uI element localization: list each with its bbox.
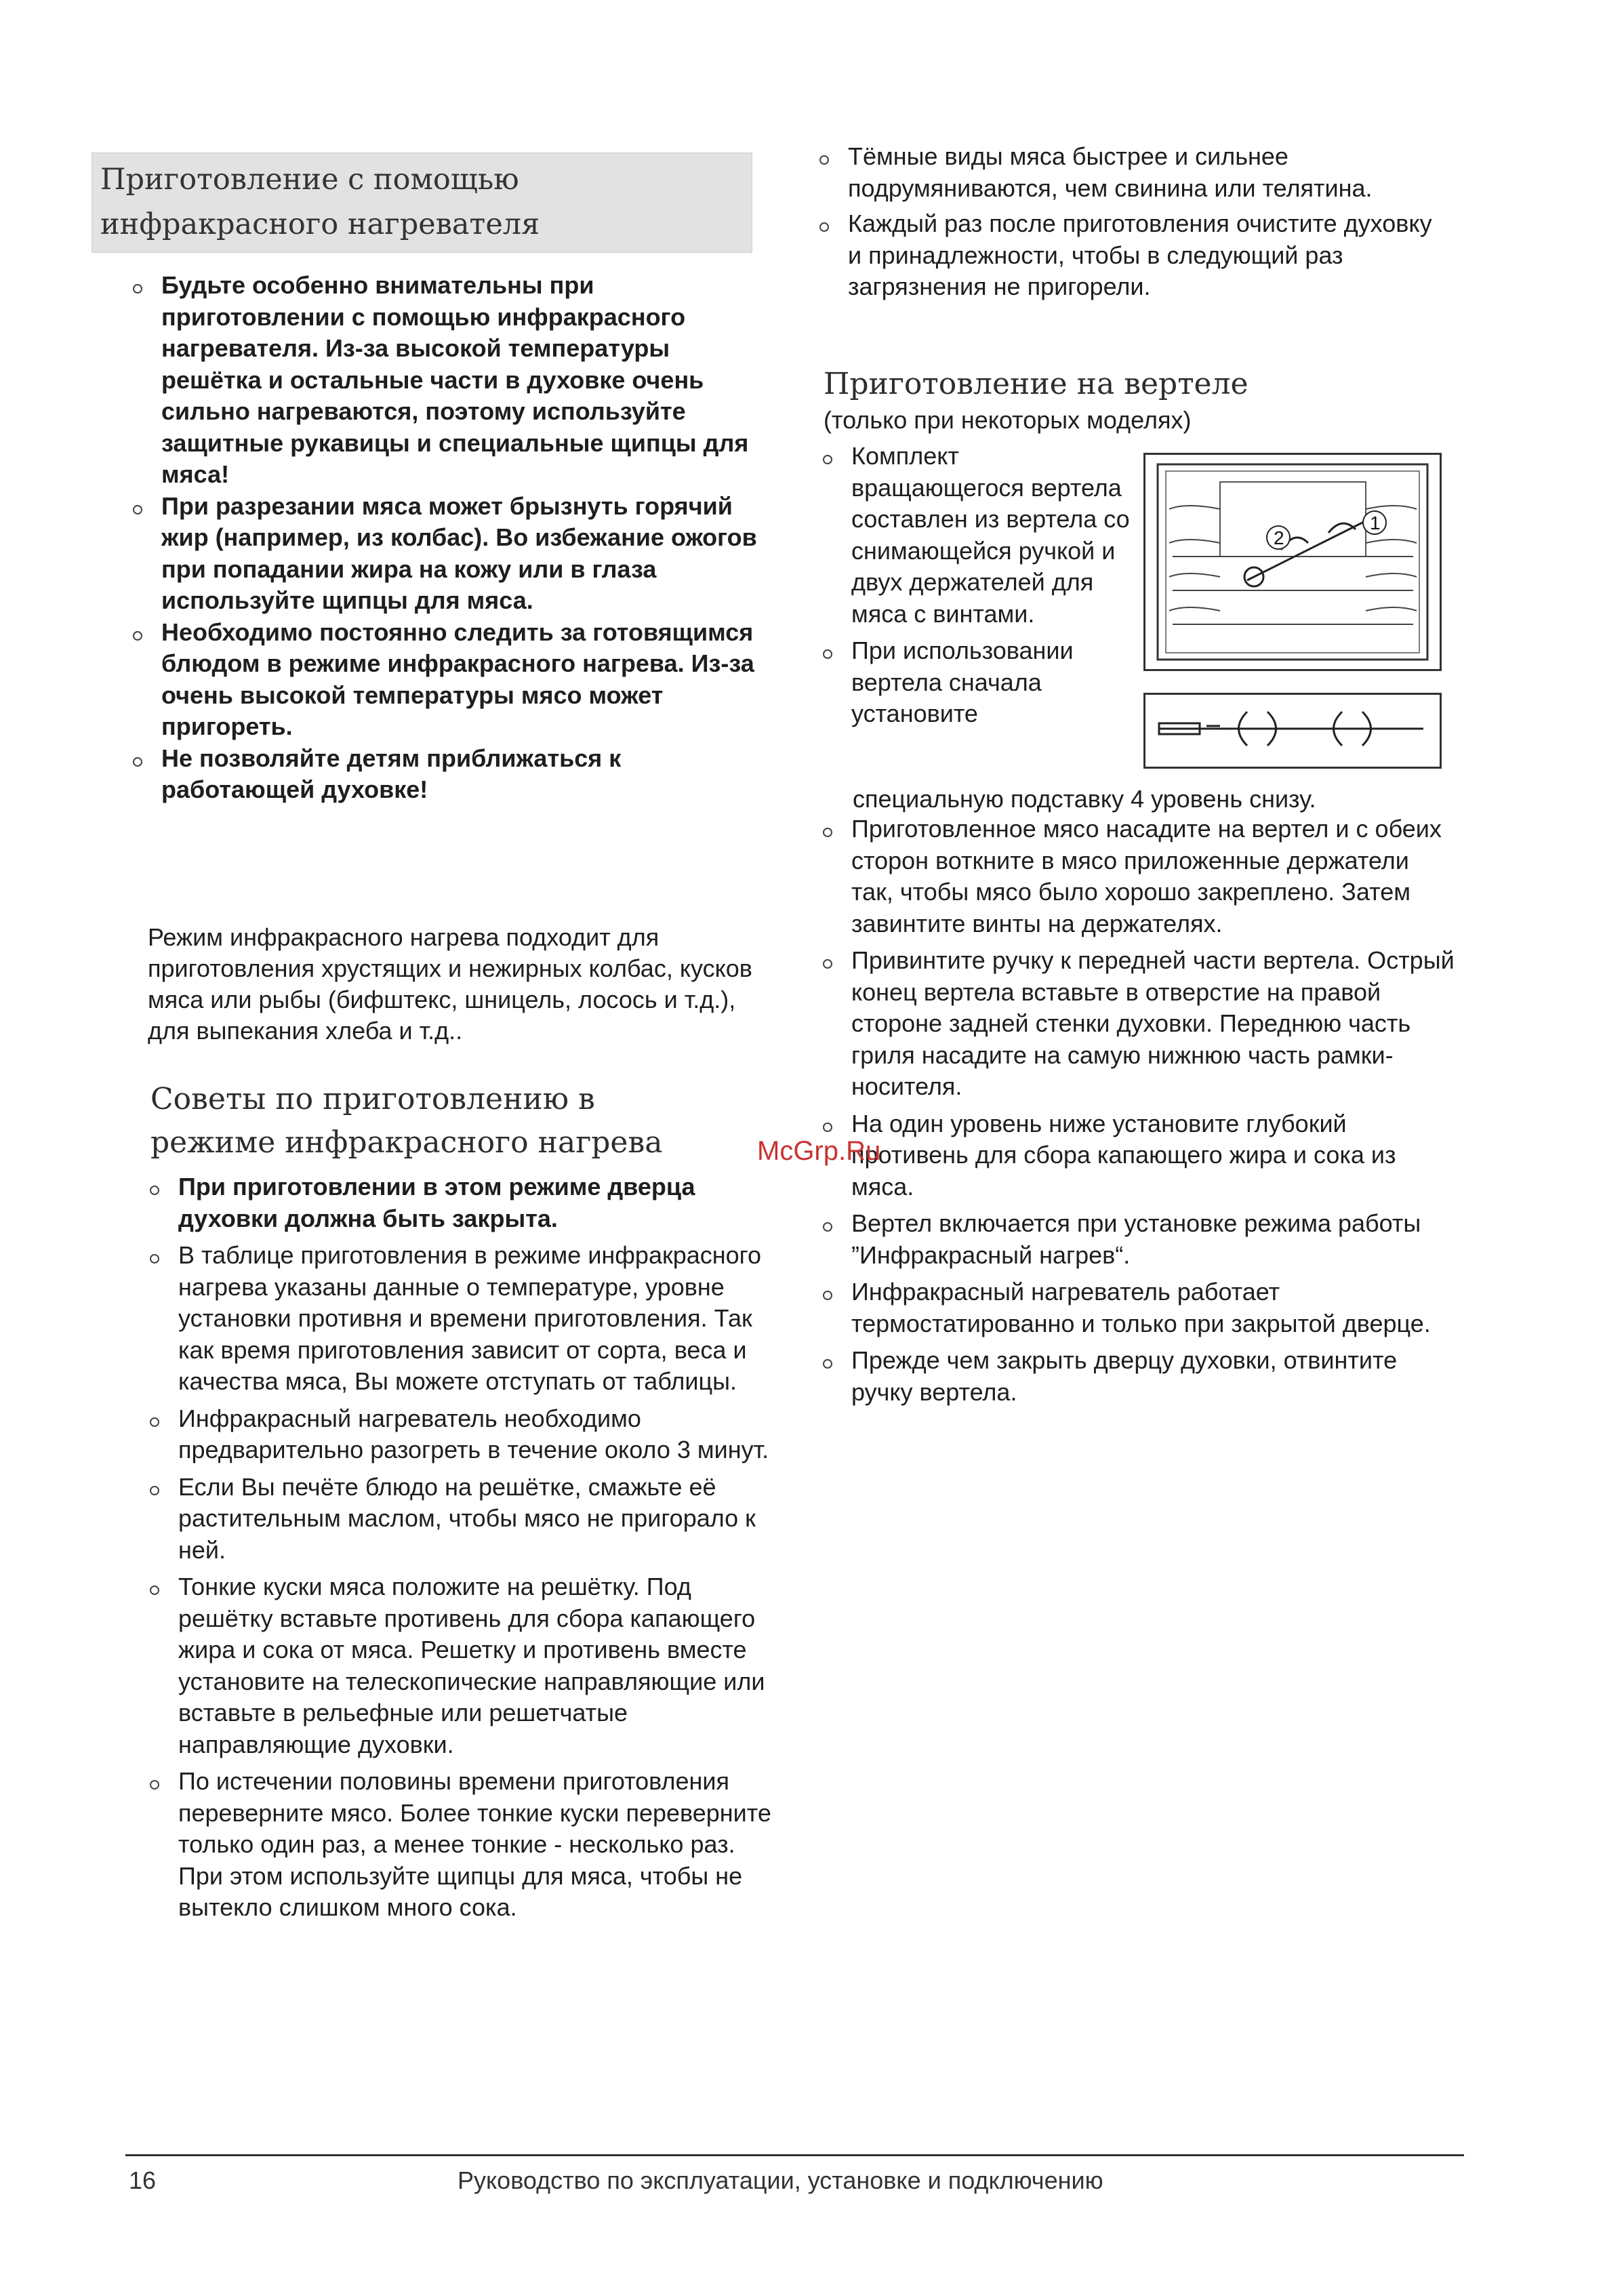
bullet-icon [823,1359,832,1369]
watermark: McGrp.Ru [757,1136,881,1166]
list-item: Комплект вращающегося вертела составлен из вертела со снимающейся ручкой и двух держателей для мяса с винтами. [819,441,1132,630]
section-subtitle: (только при некоторых моделях) [824,406,1192,434]
oven-rotisserie-figure [1143,453,1442,671]
footer-divider [125,2154,1464,2156]
bullet-icon [823,1123,832,1132]
section-title-line: Приготовление с помощью [100,163,519,197]
bullet-icon [823,455,832,464]
list-item: Инфракрасный нагреватель необходимо предварительно разогреть в течение около 3 минут. [146,1403,783,1466]
bullet-icon [150,1585,159,1595]
list-item: При приготовлении в этом режиме дверца духовки должна быть закрыта. [146,1171,783,1234]
warning-list [129,270,759,806]
section-title-line: режиме инфракрасного нагрева [150,1125,663,1160]
list-item: Привинтите ручку к передней части вертела. Острый конец вертела вставьте в отверстие на правой стороне задней стенки духовки. Переднюю часть гриля насадите на самую нижнюю часть рамки-носителя. [819,945,1456,1103]
callout-label-2: 2 [1274,527,1284,548]
bullet-icon [150,1186,159,1195]
list-item: Каждый раз после приготовления очистите духовку и принадлежности, чтобы в следующий раз загрязнения не пригорели. [815,208,1439,303]
list-item: Вертел включается при установке режима работы ”Инфракрасный нагрев“. [819,1208,1456,1271]
callout-label-1: 1 [1370,512,1381,533]
list-item: На один уровень ниже установите глубокий противень для сбора капающего жира и сока из мяса. [819,1108,1456,1203]
list-item: При разрезании мяса может брызнуть горячий жир (например, из колбас). Во избежание ожогов при попадании жира на кожу или в глаза используйте щипцы для мяса. [129,491,759,617]
list-item: По истечении половины времени приготовления переверните мясо. Более тонкие куски переверните только один раз, а менее тонкие - несколько раз. При этом используйте щипцы для мяса, чтобы не вытекло слишком много сока. [146,1766,783,1924]
list-item: Прежде чем закрыть дверцу духовки, отвинтите ручку вертела. [819,1345,1456,1408]
list-item: Тонкие куски мяса положите на решётку. Под решётку вставьте противень для сбора капающего жира и сока от мяса. Решетку и противень вместе установите на телескопические направляющие или вставьте в рельефные или решетчатые направляющие духовки. [146,1571,783,1760]
footer-title: Руководство по эксплуатации, установке и подключению [458,2166,1103,2194]
list-item: Необходимо постоянно следить за готовящимся блюдом в режиме инфракрасного нагрева. Из-за очень высокой температуры мясо может пригореть. [129,617,759,743]
section-title-rotisserie: Приготовление на вертеле [824,367,1249,401]
bullet-icon [133,284,142,294]
bullet-icon [819,155,829,165]
bullet-icon [150,1254,159,1264]
oven-illustration [1145,455,1440,669]
rotisserie-steps-list [819,813,1456,1408]
list-item: В таблице приготовления в режиме инфракрасного нагрева указаны данные о температуре, уровне установки противня и времени приготовления. Так как время приготовления зависит от сорта, веса и качества мяса, Вы можете отступать от таблицы. [146,1240,783,1398]
bullet-icon [823,959,832,969]
section-title-line: инфракрасного нагревателя [100,207,540,241]
infrared-description: Режим инфракрасного нагрева подходит для приготовления хрустящих и нежирных колбас, кусков мяса или рыбы (бифштекс, шницель, лосось и т.д.), для выпекания хлеба и т.д.. [148,923,752,1045]
section-title-tips [150,1078,794,1165]
bullet-icon [150,1486,159,1495]
tips-list [146,1171,783,1924]
list-item: При использовании вертела сначала установите [819,635,1132,730]
spit-figure [1143,693,1442,769]
bullet-icon [150,1780,159,1790]
section-title-infrared [92,153,752,253]
section-title-line: Советы по приготовлению в [150,1082,595,1116]
bullet-icon [133,631,142,641]
page-number: 16 [129,2166,157,2194]
bullet-icon [133,757,142,767]
spit-illustration [1145,695,1440,767]
rotisserie-kit-list [819,441,1132,730]
list-item: Приготовленное мясо насадите на вертел и с обеих сторон воткните в мясо приложенные держатели так, чтобы мясо было хорошо закреплено. Затем завинтите винты на держателях. [819,813,1456,940]
bullet-icon [823,828,832,837]
bullet-icon [823,649,832,659]
list-item: Будьте особенно внимательны при приготовлении с помощью инфракрасного нагревателя. Из-за высокой температуры решётка и остальные части в духовке очень сильно нагреваются, поэтому используйте защитные рукавицы и специальные щипцы для мяса! [129,270,759,491]
bullet-icon [150,1417,159,1427]
list-item: Если Вы печёте блюдо на решётке, смажьте её растительным маслом, чтобы мясо не пригорало к ней. [146,1472,783,1567]
list-item: Тёмные виды мяса быстрее и сильнее подрумяниваются, чем свинина или телятина. [815,141,1439,204]
bullet-icon [823,1222,832,1232]
bullet-icon [819,222,829,232]
rotisserie-continuation: специальную подставку 4 уровень снизу. [853,785,1316,813]
bullet-icon [133,505,142,514]
bullet-icon [823,1291,832,1300]
list-item: Инфракрасный нагреватель работает термостатированно и только при закрытой дверце. [819,1276,1456,1339]
meat-tips-list [815,141,1439,303]
list-item: Не позволяйте детям приближаться к работающей духовке! [129,743,759,806]
